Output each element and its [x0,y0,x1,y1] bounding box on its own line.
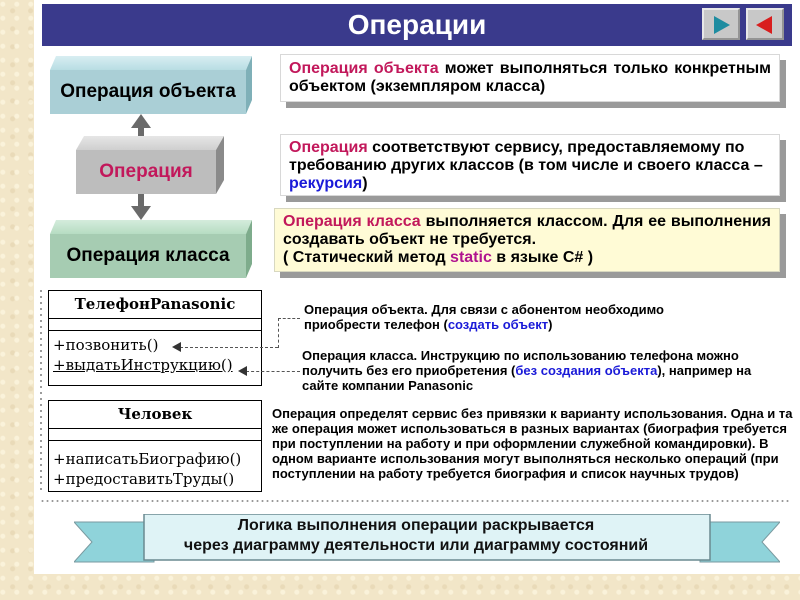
banner-line2: через диаграмму деятельности или диаграмму состояний [183,537,649,554]
box-label: Операция класса [50,234,246,278]
note-link: без создания объекта [515,363,658,378]
operation-description [280,134,780,196]
operation-get-instruction: +выдатьИнструкцию() [53,356,233,374]
class-operation-description [274,208,780,272]
box-top-face [50,56,252,70]
play-left-icon [756,16,772,34]
note-object-operation [304,302,734,332]
text-tail: ) [362,175,368,192]
pointer-arrow-icon [238,366,247,376]
class-diagram-phone [48,290,262,386]
text: выполняется классом. Для ее выполнения создавать объект не требуется. [283,213,771,248]
operation-box [76,136,224,194]
class-name: ТелефонPanasonic [49,291,261,319]
note-text: Операция класса. Инструкцию по использованию телефона можно получить без его приобретения ( [302,348,739,378]
text-line2a: ( Статический метод [283,249,451,266]
class-name: Человек [49,401,261,429]
text: соответствуют сервису, предоставляемому по требованию других классов (в том числе и своего класса – [289,139,763,174]
pointer-arrow-icon [172,342,181,352]
slide [34,0,800,574]
term: Операция объекта [289,60,439,77]
static-keyword: static [450,249,492,266]
dashed-connector [278,318,279,348]
note-operation-service: Операция определят сервис без привязки к варианту использования. Одна и та же операция может использоваться в разных вариантах (биография требуется при поступлении на работу и при оформлении служебной командировки). В одном варианте использования могут выполняться несколько операций (при поступлении на работу требуется биография и список научных трудов) [272,406,793,481]
slide-title: Операции [42,4,792,46]
arrow-up-icon [131,114,151,128]
operation-write-bio: +написатьБиографию() [53,450,242,468]
banner-text [144,512,688,560]
box-top-face [76,136,224,150]
note-text: Операция объекта. Для связи с абонентом необходимо приобрести телефон ( [304,302,665,332]
operation-provide-works: +предоставитьТруды() [53,470,235,488]
term: Операция класса [283,213,421,230]
object-operation-box [50,56,252,114]
arrow-down-icon [131,206,151,220]
next-slide-button[interactable] [702,8,740,40]
banner-line1: Логика выполнения операции раскрывается [237,517,595,534]
class-operations [49,441,261,493]
class-attributes [49,429,261,441]
box-label: Операция [76,150,216,194]
dotted-separator [40,500,790,502]
class-diagram-person [48,400,262,492]
dashed-connector [180,347,278,348]
term: Операция [289,139,368,156]
dashed-connector [246,371,300,372]
text: может выполняться только конкретным объектом (экземпляром класса) [289,60,771,95]
class-operations [49,331,261,379]
text-line2b: в языке C# ) [491,249,594,266]
previous-slide-button[interactable] [746,8,784,40]
note-link: создать объект [447,317,549,332]
object-operation-description [280,54,780,102]
note-class-operation [302,348,772,393]
box-label: Операция объекта [50,70,246,114]
dashed-connector [278,318,300,319]
operation-call: +позвонить() [53,336,159,354]
note-tail: ) [548,317,553,332]
class-operation-box [50,220,252,278]
recursion-highlight: рекурсия [289,175,363,192]
box-top-face [50,220,252,234]
play-right-icon [714,16,730,34]
class-attributes [49,319,261,331]
note-tail: ), например на сайте компании Panasonic [302,363,752,393]
dotted-divider [40,288,42,494]
